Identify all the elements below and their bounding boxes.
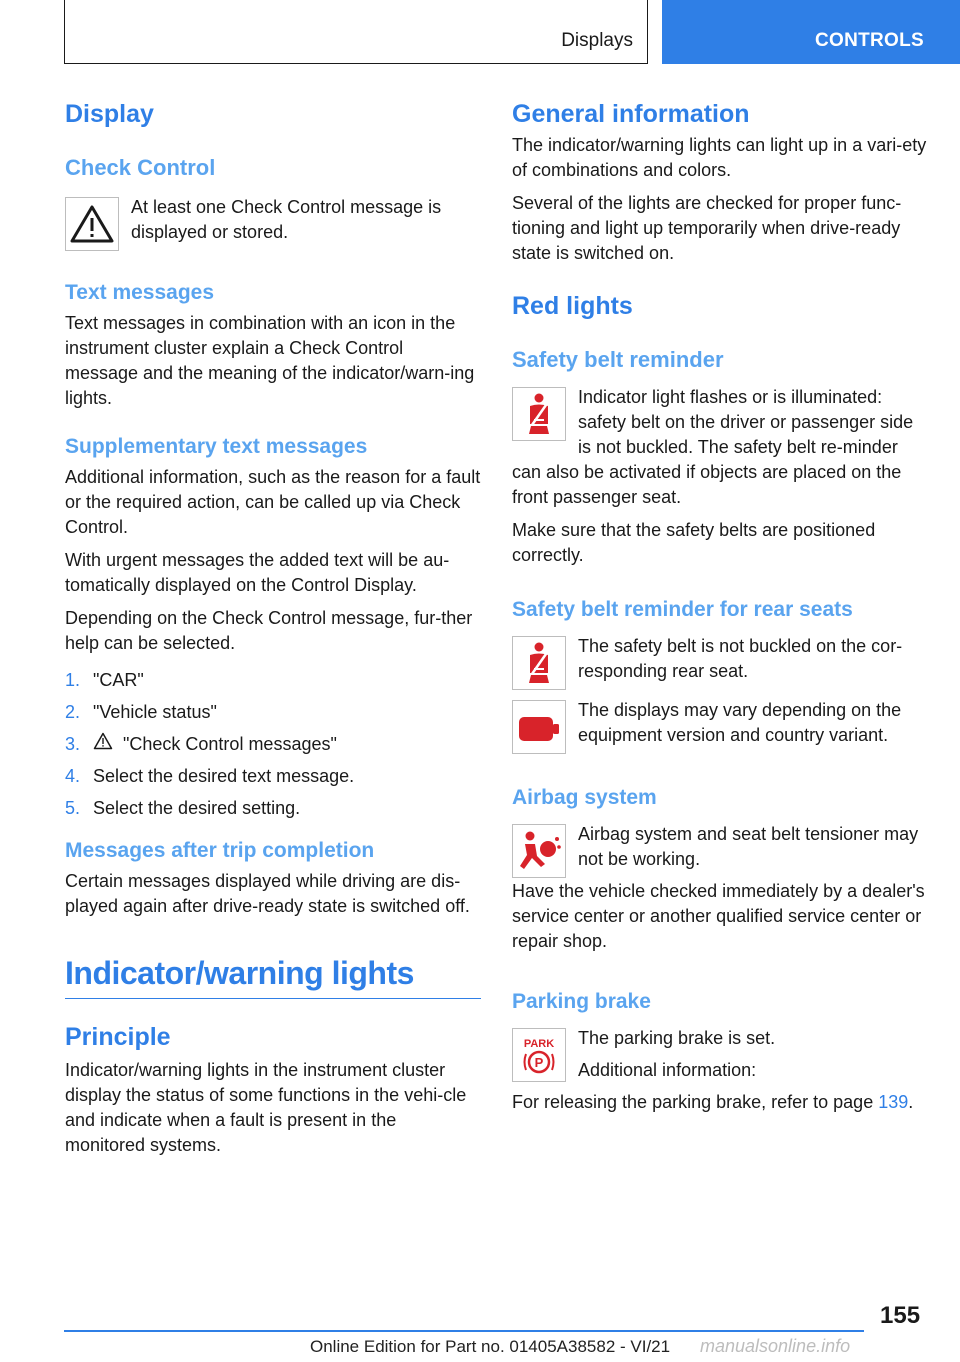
belt-rear-block-1 bbox=[512, 634, 928, 694]
list-item bbox=[65, 764, 481, 789]
text-messages-title: Text messages bbox=[65, 281, 215, 304]
svg-text:P: P bbox=[534, 1055, 544, 1070]
warning-triangle-icon bbox=[65, 197, 119, 251]
check-control-title: Check Control bbox=[65, 155, 216, 180]
header-section-title: Displays bbox=[561, 30, 633, 51]
header-tab[interactable] bbox=[662, 0, 960, 64]
step-text: Select the desired text message. bbox=[93, 766, 355, 786]
park-icon-text: PARK bbox=[523, 1038, 555, 1050]
belt-rear-title: Safety belt reminder for rear seats bbox=[512, 598, 853, 621]
display-title: Display bbox=[65, 100, 154, 128]
right-column bbox=[512, 100, 928, 1115]
after-trip-title: Messages after trip completion bbox=[65, 839, 375, 862]
footer-edition: Online Edition for Part no. 01405A38582 - VI/21 bbox=[310, 1337, 671, 1356]
check-control-block bbox=[65, 195, 481, 267]
step-number: 1. bbox=[65, 670, 81, 690]
supplementary-p2: With urgent messages the added text will be au‐tomatically displayed on the Control Display. bbox=[65, 550, 450, 595]
step-number: 5. bbox=[65, 798, 81, 818]
airbag-icon bbox=[512, 824, 566, 878]
step-number: 2. bbox=[65, 702, 81, 722]
list-item bbox=[65, 668, 481, 693]
page-number: 155 bbox=[880, 1302, 921, 1329]
airbag-title: Airbag system bbox=[512, 786, 657, 809]
text-messages-text: Text messages in combination with an icon in the instrument cluster explain a Check Control message and the meaning of the indicator/warn‐ing lights. bbox=[65, 313, 475, 408]
parking-p3-text: For releasing the parking brake, refer to page bbox=[512, 1092, 874, 1112]
list-item bbox=[65, 796, 481, 821]
step-number: 4. bbox=[65, 766, 81, 786]
airbag-p1: Airbag system and seat belt tensioner may not be working. bbox=[578, 824, 919, 869]
rear-seatbelt-icon bbox=[512, 636, 566, 690]
seatbelt-icon bbox=[512, 387, 566, 441]
after-trip-text: Certain messages displayed while driving are dis‐played again after drive-ready state is switched off. bbox=[65, 871, 470, 916]
step-text: "Vehicle status" bbox=[93, 702, 217, 722]
belt-p1: Indicator light flashes or is illuminated: safety belt on the driver or passenger side is not buckled. The safety belt re‐minder can also be activated if objects are placed on the front passenger seat. bbox=[512, 387, 914, 507]
header-tab-label: CONTROLS bbox=[815, 30, 925, 51]
parking-brake-icon bbox=[512, 1028, 566, 1082]
list-item bbox=[65, 700, 481, 725]
list-item bbox=[65, 732, 481, 757]
parking-p2: Additional information: bbox=[578, 1060, 757, 1080]
general-info-p1: The indicator/warning lights can light up in a vari‐ety of combinations and colors. bbox=[512, 135, 927, 180]
steps-list bbox=[65, 668, 481, 821]
supplementary-p1: Additional information, such as the reason for a fault or the required action, can be called up via Check Control. bbox=[65, 467, 481, 537]
belt-block bbox=[512, 385, 928, 510]
belt-title: Safety belt reminder bbox=[512, 347, 724, 372]
airbag-block bbox=[512, 822, 928, 954]
step-text: Select the desired setting. bbox=[93, 798, 301, 818]
belt-rear-block-2 bbox=[512, 698, 928, 760]
parking-p3 bbox=[512, 1090, 928, 1115]
parking-brake-title: Parking brake bbox=[512, 990, 651, 1013]
supplementary-p3: Depending on the Check Control message, fur‐ther help can be selected. bbox=[65, 608, 473, 653]
airbag-p2: Have the vehicle checked immediately by a dealer's service center or another qualified service center or repair shop. bbox=[512, 881, 925, 951]
principle-title: Principle bbox=[65, 1023, 171, 1051]
page-link[interactable]: 139 bbox=[878, 1092, 909, 1112]
principle-text: Indicator/warning lights in the instrument cluster display the status of some functions in the vehi‐cle and indicate when a fault is present in the monitored systems. bbox=[65, 1060, 467, 1155]
footer-rule bbox=[64, 1330, 864, 1332]
red-lights-title: Red lights bbox=[512, 292, 633, 320]
parking-p3-end: . bbox=[908, 1092, 914, 1112]
indicator-warning-title: Indicator/warning lights bbox=[65, 955, 481, 999]
general-info-p2: Several of the lights are checked for proper func‐tioning and light up temporarily when drive-ready state is switched on. bbox=[512, 193, 902, 263]
check-control-text: At least one Check Control message is displayed or stored. bbox=[131, 197, 442, 242]
supplementary-title: Supplementary text messages bbox=[65, 435, 368, 458]
rear-seat-status-icon bbox=[512, 700, 566, 754]
belt-p2: Make sure that the safety belts are positioned correctly. bbox=[512, 520, 876, 565]
parking-p1: The parking brake is set. bbox=[578, 1028, 776, 1048]
belt-rear-p1: The safety belt is not buckled on the cor‐responding rear seat. bbox=[578, 636, 903, 681]
left-column bbox=[65, 100, 481, 1158]
general-info-title: General information bbox=[512, 100, 750, 128]
watermark: manualsonline.info bbox=[700, 1336, 851, 1356]
step-text: "CAR" bbox=[93, 670, 144, 690]
header-section-box bbox=[64, 0, 648, 64]
belt-rear-p2: The displays may vary depending on the equipment version and country variant. bbox=[578, 700, 902, 745]
step-text: "Check Control messages" bbox=[123, 734, 337, 754]
small-warning-icon bbox=[93, 732, 123, 757]
step-number: 3. bbox=[65, 734, 81, 754]
parking-brake-block bbox=[512, 1026, 928, 1115]
